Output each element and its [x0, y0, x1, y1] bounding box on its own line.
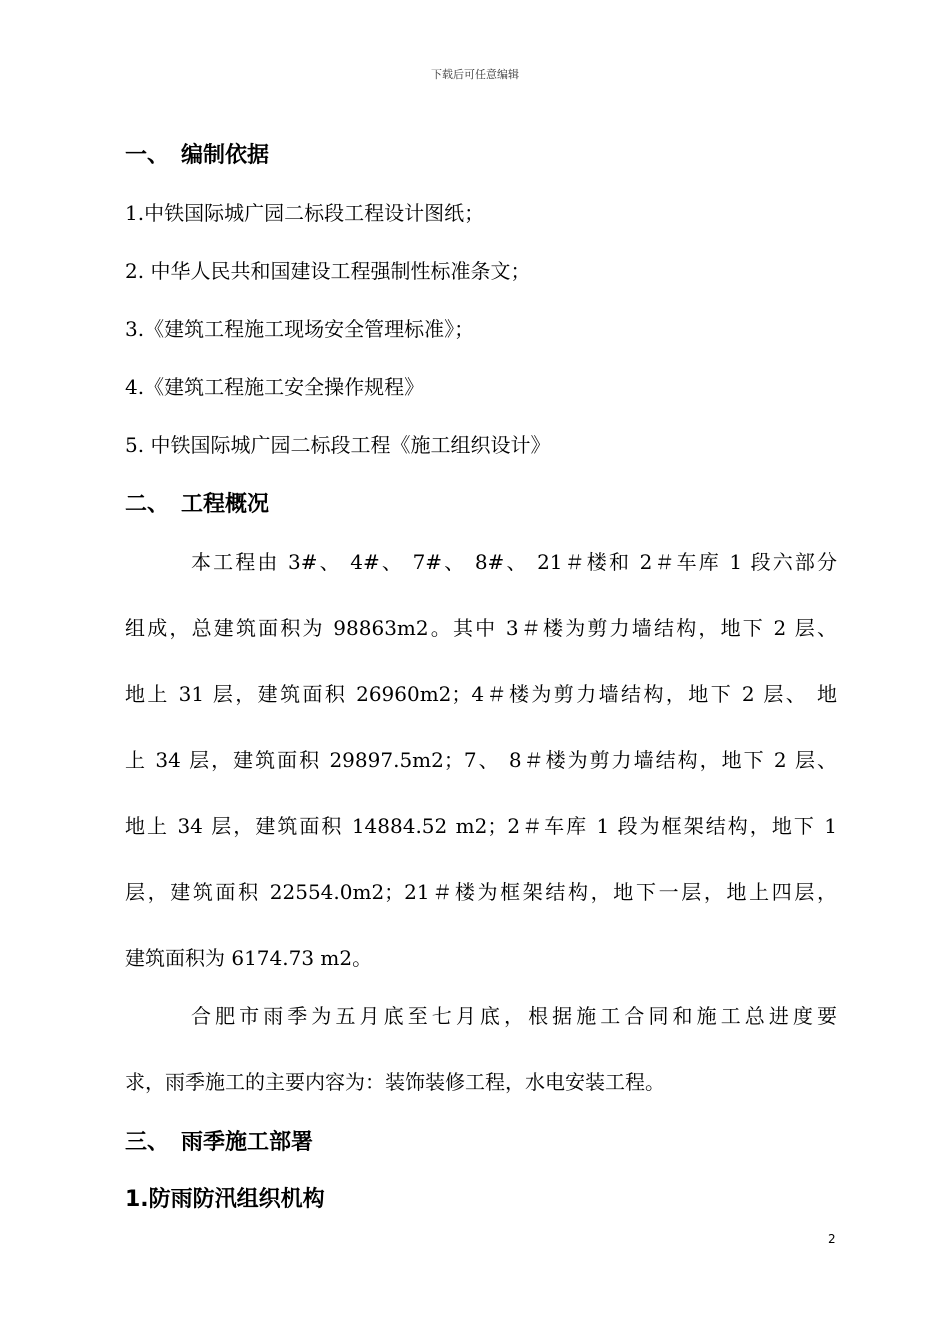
paragraph-line: 建筑面积为 6174.73 m2。: [125, 946, 373, 970]
paragraph-line: 组成，总建筑面积为 98863m2。其中 3＃楼为剪力墙结构，地下 2 层、: [125, 616, 837, 640]
section-heading-1: [125, 138, 269, 169]
basis-item: 5. 中铁国际城广园二标段工程《施工组织设计》: [125, 433, 551, 457]
paragraph-line: 地上 34 层，建筑面积 14884.52 m2；2＃车库 1 段为框架结构，地下 1: [125, 814, 837, 838]
section-number: 二、: [125, 492, 170, 517]
page-number: 2: [828, 1232, 836, 1246]
paragraph-line: 地上 31 层，建筑面积 26960m2；4＃楼为剪力墙结构，地下 2 层、 地: [125, 682, 837, 706]
page-header: 下载后可任意编辑: [431, 68, 519, 81]
section-title: 雨季施工部署: [181, 1130, 314, 1155]
section-title: 编制依据: [181, 143, 270, 168]
paragraph-line: 层，建筑面积 22554.0m2；21＃楼为框架结构，地下一层，地上四层，: [125, 880, 837, 904]
basis-item: 2. 中华人民共和国建设工程强制性标准条文；: [125, 259, 531, 283]
section-number: 三、: [125, 1130, 170, 1155]
section-heading-3: [125, 1125, 313, 1156]
section-heading-2: [125, 487, 269, 518]
paragraph-line: 求，雨季施工的主要内容为：装饰装修工程，水电安装工程。: [125, 1070, 665, 1094]
subheading: 1.防雨防汛组织机构: [125, 1187, 325, 1212]
paragraph-line: 合肥市雨季为五月底至七月底，根据施工合同和施工总进度要: [191, 1004, 837, 1028]
paragraph-line: 本工程由 3#、 4#、 7#、 8#、 21＃楼和 2＃车库 1 段六部分: [191, 550, 837, 574]
basis-item: 4.《建筑工程施工安全操作规程》: [125, 375, 425, 399]
paragraph-line: 上 34 层，建筑面积 29897.5m2；7、 8＃楼为剪力墙结构，地下 2 层、: [125, 748, 837, 772]
basis-item: 3.《建筑工程施工现场安全管理标准》；: [125, 317, 475, 341]
section-title: 工程概况: [181, 492, 270, 517]
section-number: 一、: [125, 143, 170, 168]
basis-item: 1.中铁国际城广园二标段工程设计图纸；: [125, 201, 485, 225]
